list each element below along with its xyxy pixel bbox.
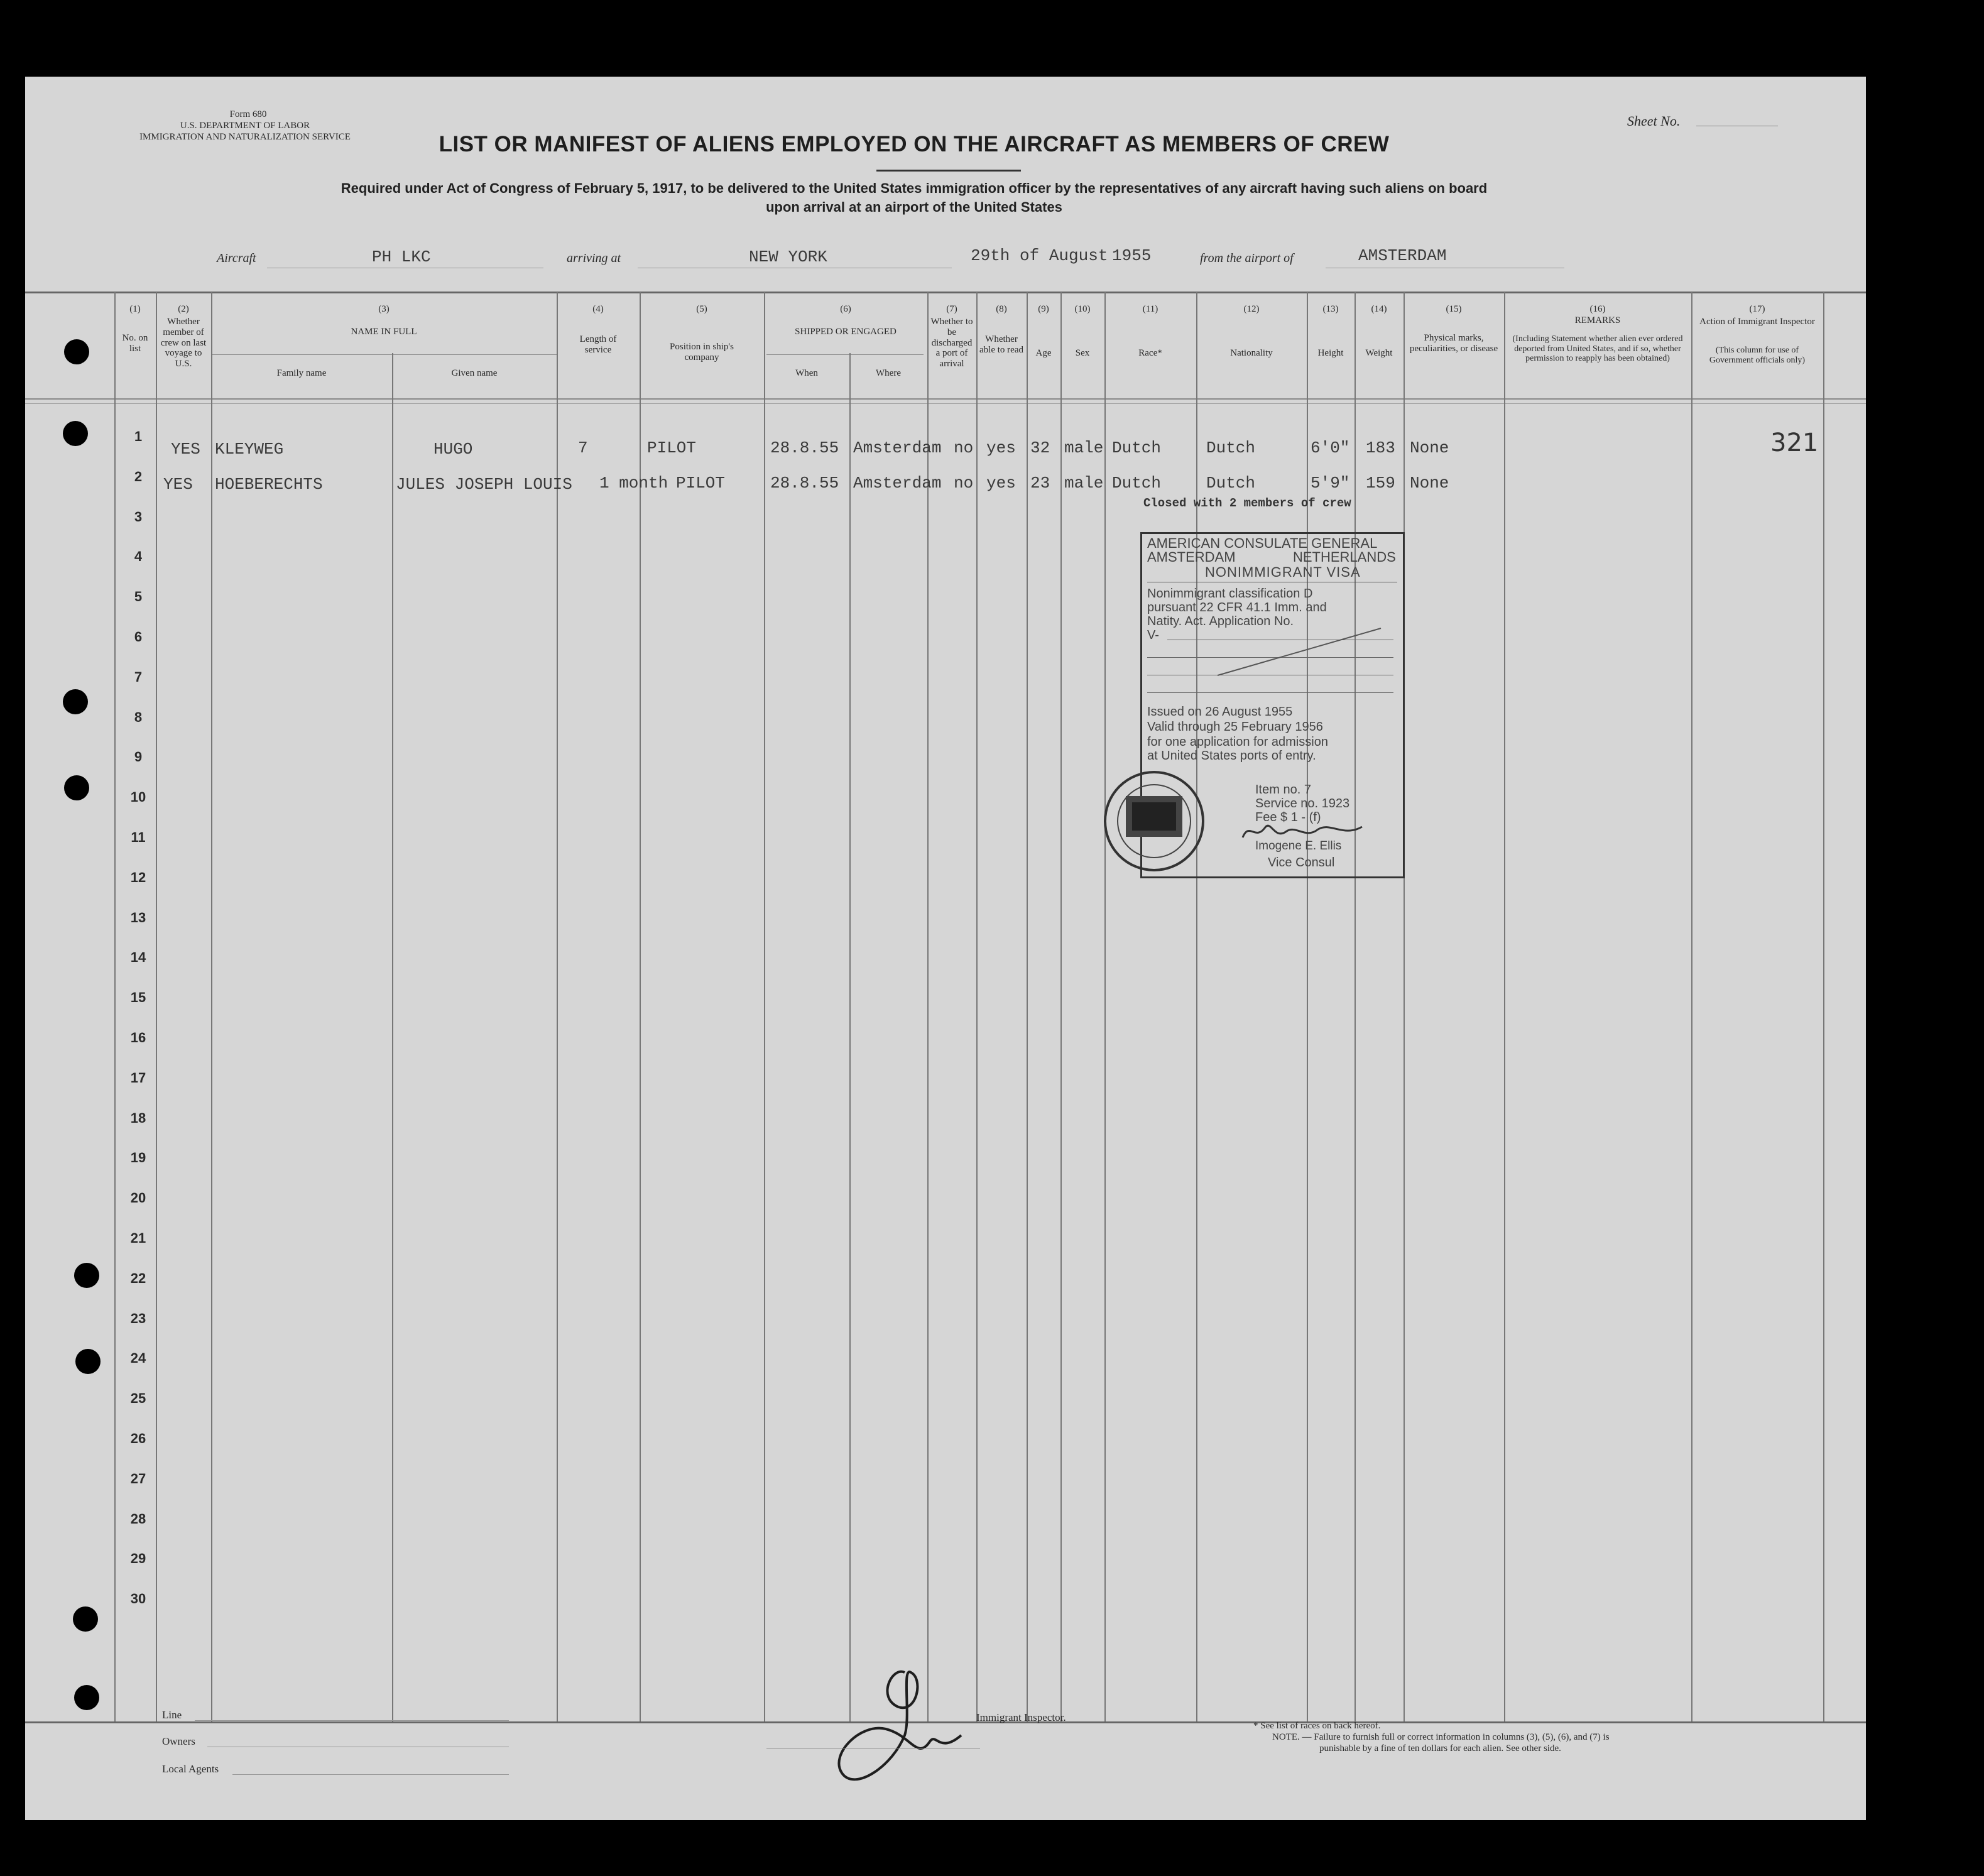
punch-hole: [73, 1606, 98, 1632]
from-label: from the airport of: [1200, 251, 1294, 265]
row-number: 10: [130, 789, 146, 805]
col-line: [1354, 292, 1356, 1721]
row-number: 18: [130, 1110, 146, 1126]
row1-sex: male: [1064, 439, 1104, 457]
stamp-name: Imogene E. Ellis: [1255, 839, 1342, 853]
row-number: 25: [130, 1390, 146, 1407]
row1-position: PILOT: [647, 439, 697, 457]
row-number: 14: [130, 949, 146, 966]
row2-nationality: Dutch: [1206, 474, 1256, 493]
stamp-fee: Fee $ 1 - (f): [1255, 810, 1321, 824]
stamp-line-10: for one application for admission: [1147, 735, 1328, 749]
col-9-header: Age: [1035, 348, 1052, 358]
col-17-header: Action of Immigrant Inspector: [1699, 317, 1815, 327]
stamp-line-11: at United States ports of entry.: [1147, 749, 1316, 763]
table-header-divider: [25, 398, 1866, 400]
col-15-number: (15): [1446, 304, 1462, 314]
col-15-header: Physical marks, peculiarities, or disease: [1409, 333, 1498, 354]
row-number: 16: [130, 1030, 146, 1045]
from-value: AMSTERDAM: [1358, 246, 1447, 265]
row-number: 3: [134, 508, 143, 525]
row-number: 15: [130, 990, 146, 1006]
row1-when: 28.8.55: [770, 439, 839, 457]
row-number: 21: [130, 1230, 146, 1246]
row-number: 30: [130, 1591, 146, 1607]
stamp-issued: Issued on 26 August 1955: [1147, 705, 1293, 719]
row1-height: 6'0": [1311, 439, 1350, 457]
col-6-number: (6): [840, 304, 851, 314]
row2-given-name: JULES JOSEPH LOUIS: [396, 475, 572, 494]
manifest-sheet: [25, 77, 1866, 1820]
row1-given-name: HUGO: [433, 440, 473, 459]
punch-hole: [64, 339, 89, 364]
row-number: 4: [134, 548, 143, 565]
col-line: [1691, 292, 1692, 1721]
row1-family-name: KLEYWEG: [215, 440, 284, 459]
row1-nationality: Dutch: [1206, 439, 1256, 457]
col-11-number: (11): [1142, 304, 1158, 314]
col-17-subheader: (This column for use of Government officials only): [1709, 346, 1806, 365]
inspector-signature: [817, 1647, 980, 1798]
row-number: 2: [134, 468, 143, 484]
col-7-number: (7): [946, 304, 957, 314]
aircraft-value: PH LKC: [372, 248, 431, 266]
name-subheader-line: [211, 354, 557, 355]
row-number: 27: [130, 1470, 146, 1486]
form-number: Form 680: [229, 109, 267, 119]
stamp-line-5: pursuant 22 CFR 41.1 Imm. and: [1147, 601, 1327, 614]
stamp-cancel-stroke: [1142, 534, 1403, 723]
row1-where: Amsterdam: [853, 439, 942, 457]
col-2-header: Whether member of crew on last voyage to U.S.: [160, 317, 207, 369]
row2-weight: 159: [1366, 474, 1395, 493]
col-2-number: (2): [178, 304, 189, 314]
closed-note: Closed with 2 members of crew: [1143, 496, 1351, 510]
col-6a-header: When: [795, 368, 818, 378]
arriving-value: NEW YORK: [749, 248, 827, 266]
col-line: [1504, 292, 1505, 1721]
sheet-number-label: Sheet No.: [1627, 113, 1681, 129]
col-16-subheader: (Including Statement whether alien ever ordered deported from United States, and if so, whether permission to reapply has been obtained): [1512, 334, 1683, 364]
col-line: [640, 292, 641, 1721]
col-7-header: Whether to be discharged a port of arrival: [930, 317, 973, 369]
col-line: [156, 292, 157, 1721]
row2-race: Dutch: [1112, 474, 1162, 493]
col-line: [1060, 292, 1062, 1721]
subtitle-line-1: Required under Act of Congress of February 5, 1917, to be delivered to the United States immigration officer by the representatives of any aircraft having such aliens on board: [341, 180, 1488, 196]
subtitle-line-2: upon arrival at an airport of the United States: [766, 199, 1062, 215]
penalty-note-1: NOTE. — Failure to furnish full or correct information in columns (3), (5), (6), and (7) is: [1272, 1732, 1610, 1742]
stamp-line-2b: NETHERLANDS: [1293, 549, 1396, 565]
line-field: [195, 1720, 509, 1721]
row1-marks: None: [1410, 439, 1449, 457]
col-8-header: Whether able to read: [979, 334, 1023, 355]
stamp-item: Item no. 7: [1255, 783, 1311, 797]
row2-height: 5'9": [1311, 474, 1350, 493]
row-number: 17: [130, 1069, 146, 1086]
owners-label: Owners: [162, 1735, 195, 1747]
stamp-line-7: V-: [1147, 628, 1159, 642]
row-number: 22: [130, 1270, 146, 1286]
line-label: Line: [162, 1709, 182, 1721]
col-14-header: Weight: [1365, 348, 1393, 358]
row2-discharged: no: [954, 474, 974, 493]
arrival-date: 29th of August: [971, 246, 1108, 265]
stamp-line-6: Natity. Act. Application No.: [1147, 614, 1294, 628]
col-16-header: REMARKS: [1574, 315, 1621, 325]
col-line: [1404, 292, 1405, 1721]
stamp-service: Service no. 1923: [1255, 797, 1350, 810]
col-line: [392, 353, 393, 1721]
col-17-number: (17): [1749, 304, 1765, 314]
col-1-header: No. on list: [122, 333, 148, 354]
row-number: 5: [134, 589, 143, 605]
row-number: 24: [130, 1350, 146, 1366]
col-8-number: (8): [996, 304, 1007, 314]
col-6b-header: Where: [876, 368, 901, 378]
agents-field: [232, 1774, 509, 1775]
row-number: 20: [130, 1190, 146, 1206]
col-3-header: NAME IN FULL: [351, 327, 417, 337]
col-5-header: Position in ship's company: [670, 342, 734, 363]
col-4-header: Length of service: [579, 334, 617, 355]
row2-length: 1 month: [599, 474, 668, 493]
punch-hole: [64, 775, 89, 800]
col-3b-header: Given name: [451, 368, 498, 378]
punch-hole: [63, 689, 88, 714]
col-line: [849, 353, 851, 1721]
stamp-valid: Valid through 25 February 1956: [1147, 720, 1323, 734]
row2-where: Amsterdam: [853, 474, 942, 493]
row1-inspector-action: 321: [1770, 428, 1819, 457]
row1-crew: YES: [171, 440, 200, 459]
col-line: [1027, 292, 1028, 1721]
row1-age: 32: [1030, 439, 1050, 457]
col-line: [976, 292, 978, 1721]
col-10-number: (10): [1074, 304, 1091, 314]
punch-hole: [63, 421, 88, 446]
col-10-header: Sex: [1075, 348, 1090, 358]
local-agents-label: Local Agents: [162, 1763, 219, 1775]
row-number: 19: [130, 1150, 146, 1166]
row-number: 6: [134, 629, 143, 645]
table-top-border: [25, 292, 1866, 293]
row1-read: yes: [986, 439, 1016, 457]
row-number: 29: [130, 1551, 146, 1567]
row-number: 9: [134, 749, 143, 765]
row-number: 26: [130, 1431, 146, 1446]
row2-sex: male: [1064, 474, 1104, 493]
service-name: IMMIGRATION AND NATURALIZATION SERVICE: [139, 132, 351, 142]
arrival-year: 1955: [1112, 246, 1152, 265]
col-line: [764, 292, 765, 1721]
col-13-header: Height: [1317, 348, 1344, 358]
row-number: 11: [131, 829, 146, 845]
immigrant-inspector-label: Immigrant Inspector.: [976, 1711, 1066, 1723]
aircraft-label: Aircraft: [217, 251, 256, 265]
col-13-number: (13): [1322, 304, 1339, 314]
col-5-number: (5): [696, 304, 707, 314]
punch-hole: [74, 1263, 99, 1288]
col-3-number: (3): [378, 304, 390, 314]
department-name: U.S. DEPARTMENT OF LABOR: [180, 121, 310, 131]
col-12-number: (12): [1243, 304, 1260, 314]
row2-crew: YES: [163, 475, 193, 494]
row2-age: 23: [1030, 474, 1050, 493]
col-12-header: Nationality: [1230, 348, 1273, 358]
table-header-divider-2: [25, 403, 1866, 404]
row1-length: 7: [578, 439, 588, 457]
row1-race: Dutch: [1112, 439, 1162, 457]
races-note: * See list of races on back hereof.: [1253, 1721, 1381, 1731]
stamp-line-4: Nonimmigrant classification D: [1147, 587, 1313, 601]
col-6-header: SHIPPED OR ENGAGED: [795, 327, 897, 337]
stamp-line-3: NONIMMIGRANT VISA: [1205, 564, 1361, 580]
row1-weight: 183: [1366, 439, 1395, 457]
col-16-number: (16): [1589, 304, 1606, 314]
punch-hole: [75, 1349, 101, 1374]
row-number: 13: [130, 909, 146, 925]
row2-read: yes: [986, 474, 1016, 493]
row2-family-name: HOEBERECHTS: [215, 475, 323, 494]
row-number: 28: [130, 1510, 146, 1527]
punch-hole: [74, 1685, 99, 1710]
page-title: LIST OR MANIFEST OF ALIENS EMPLOYED ON THE AIRCRAFT AS MEMBERS OF CREW: [439, 132, 1390, 156]
col-3a-header: Family name: [276, 368, 327, 378]
col-4-number: (4): [592, 304, 604, 314]
row-number: 1: [134, 428, 143, 444]
col-1-number: (1): [129, 304, 141, 314]
stamp-line-1: AMERICAN CONSULATE GENERAL: [1147, 535, 1378, 551]
col-14-number: (14): [1371, 304, 1387, 314]
col-line: [1104, 292, 1106, 1721]
title-underline: [876, 170, 1021, 172]
row2-when: 28.8.55: [770, 474, 839, 493]
row-number: 12: [130, 869, 146, 885]
penalty-note-2: punishable by a fine of ten dollars for each alien. See other side.: [1319, 1743, 1561, 1753]
col-line: [114, 292, 116, 1721]
col-line: [1823, 292, 1824, 1721]
consulate-seal: [1101, 768, 1207, 875]
col-line: [211, 292, 212, 1721]
col-9-number: (9): [1038, 304, 1049, 314]
row2-marks: None: [1410, 474, 1449, 493]
stamp-title: Vice Consul: [1268, 856, 1335, 870]
shipped-subheader-line: [766, 354, 924, 355]
row1-discharged: no: [954, 439, 974, 457]
arriving-label: arriving at: [567, 251, 621, 265]
row-number: 23: [130, 1310, 146, 1326]
row-number: 8: [134, 709, 143, 725]
stamp-line-2a: AMSTERDAM: [1147, 549, 1236, 565]
row2-position: PILOT: [676, 474, 726, 493]
col-11-header: Race*: [1138, 348, 1162, 358]
col-line: [927, 292, 929, 1721]
col-line: [557, 292, 558, 1721]
row-number: 7: [134, 668, 143, 685]
